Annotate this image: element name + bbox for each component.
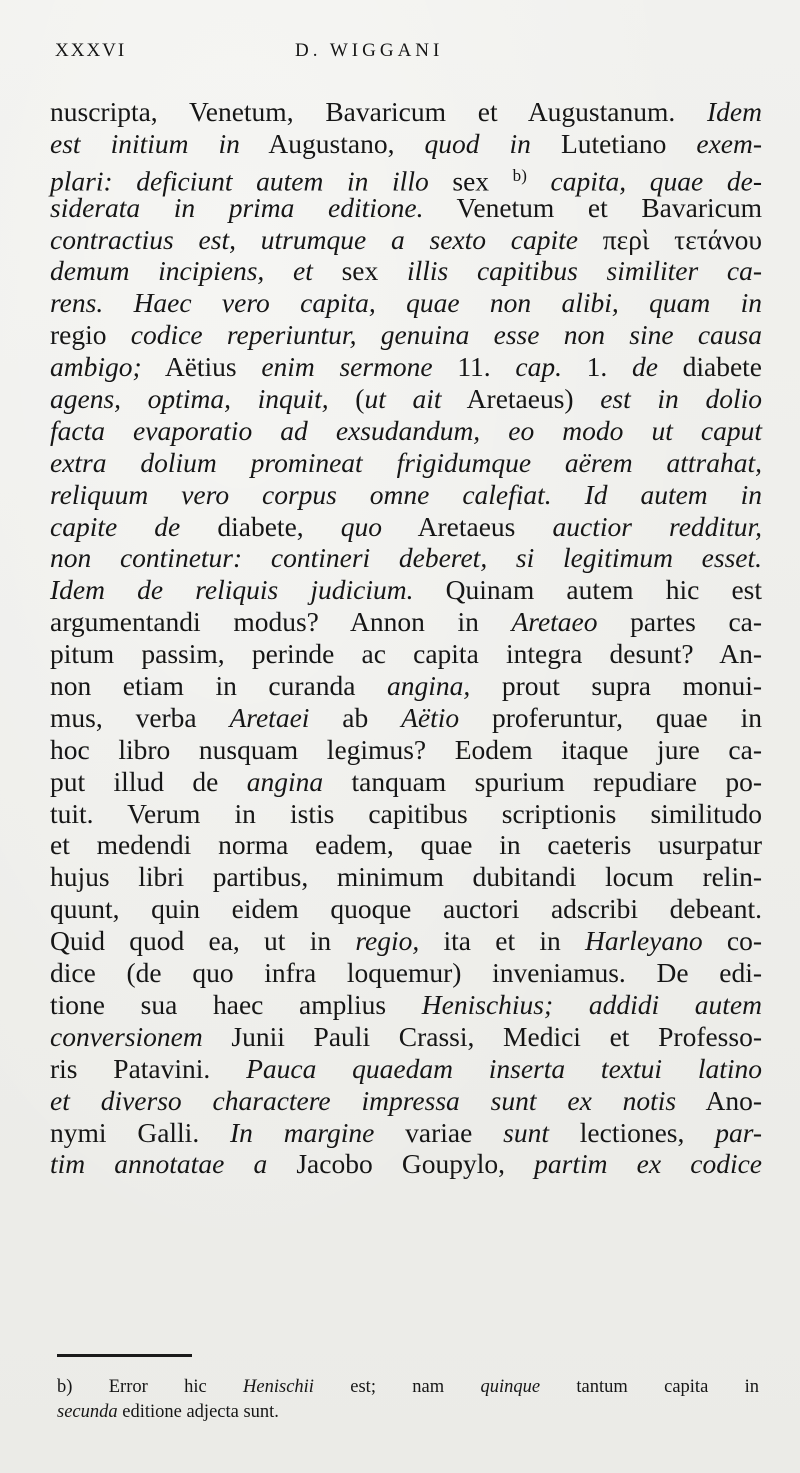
text-line <box>50 319 762 351</box>
roman-text: b) Error hic <box>57 1377 244 1397</box>
roman-text: hoc libro nusquam legimus? Eodem itaque jure ca- <box>50 733 762 765</box>
italic-text: ut ait <box>364 383 442 415</box>
roman-text: editione adjecta sunt. <box>117 1402 279 1422</box>
text-line <box>50 415 762 447</box>
italic-text: Aretaei <box>229 701 310 733</box>
italic-text: codice reperiuntur, genuina esse non sine causa <box>130 319 762 351</box>
text-line <box>50 128 762 160</box>
text-line <box>50 766 762 798</box>
roman-text: ris Patavini. <box>50 1052 247 1084</box>
roman-text: variae <box>374 1116 504 1148</box>
roman-text: est; nam <box>313 1377 481 1397</box>
running-head <box>55 40 755 70</box>
roman-text: Aëtius <box>141 351 262 383</box>
roman-text: put illud de <box>50 765 247 797</box>
italic-text: angina, <box>387 670 471 702</box>
roman-text: dice (de quo infra loquemur) inveniamus. De edi- <box>50 957 762 989</box>
footnote-rule <box>57 1354 192 1357</box>
italic-text: est initium in <box>50 127 240 159</box>
italic-text: tim annotatae a <box>50 1148 268 1180</box>
roman-text: non etiam in curanda <box>50 670 387 702</box>
roman-text: 11. <box>432 351 516 383</box>
text-line <box>50 287 762 319</box>
roman-text: hujus libri partibus, minimum dubitandi locum relin- <box>50 861 762 893</box>
italic-text: Henischius; addidi autem <box>421 988 762 1020</box>
text-line <box>50 798 762 830</box>
italic-text: de <box>631 351 658 383</box>
roman-text: mus, verba <box>50 701 230 733</box>
italic-text: angina <box>246 765 324 797</box>
italic-text: quod in <box>424 127 531 159</box>
roman-text: Venetum et Bavaricum <box>423 191 762 223</box>
text-line <box>50 224 762 256</box>
text-line <box>50 861 762 893</box>
text-line <box>50 893 762 925</box>
running-title: D. WIGGANI <box>295 40 444 61</box>
footnote-line <box>57 1375 759 1400</box>
italic-text: Idem <box>707 96 762 127</box>
roman-text: tuit. Verum in istis capitibus scriptionis similitudo <box>50 797 762 829</box>
italic-text: reliquum vero corpus omne calefiat. Id autem in <box>50 478 762 510</box>
roman-text: Aretaeus) <box>441 383 601 415</box>
italic-text: partim ex codice <box>534 1148 762 1180</box>
italic-text: facta evaporatio ad exsudandum, eo modo ut caput <box>50 414 762 446</box>
text-line <box>50 1021 762 1053</box>
italic-text: siderata in prima editione. <box>50 191 424 223</box>
roman-text: quunt, quin eidem quoque auctori adscribi debeant. <box>50 893 762 925</box>
italic-text: agens, optima, inquit, <box>50 383 329 415</box>
page-number: XXXVI <box>55 40 127 61</box>
italic-text: secunda <box>57 1402 118 1422</box>
italic-text: capita, quae de- <box>550 165 762 197</box>
italic-text: enim sermone <box>261 351 433 383</box>
text-line <box>50 1085 762 1117</box>
roman-text: regio <box>50 319 131 351</box>
roman-text: lectiones, <box>548 1116 716 1148</box>
italic-text: est in dolio <box>600 383 762 415</box>
roman-text: diabete, <box>180 510 341 542</box>
italic-text: contractius est, utrumque a sexto capite <box>50 223 578 255</box>
roman-text: Quid quod ea, ut in <box>50 925 356 957</box>
text-line <box>50 255 762 287</box>
italic-text: plari: deficiunt autem in illo <box>50 165 429 197</box>
roman-text: 1. <box>561 351 632 383</box>
italic-text: regio, <box>355 925 420 957</box>
italic-text: exem- <box>696 127 762 159</box>
text-line <box>50 989 762 1021</box>
roman-text: περὶ τετάνου <box>578 223 763 255</box>
text-line <box>50 734 762 766</box>
roman-text: Ano- <box>676 1084 762 1116</box>
text-line <box>50 638 762 670</box>
text-line <box>50 957 762 989</box>
roman-text: nymi Galli. <box>50 1116 230 1148</box>
italic-text: Henischii <box>243 1377 314 1397</box>
roman-text: ita et in <box>419 925 585 957</box>
text-line <box>50 511 762 543</box>
italic-text: sunt <box>503 1116 549 1148</box>
italic-text: illis capitibus similiter ca- <box>406 255 762 287</box>
text-line <box>50 1117 762 1149</box>
roman-text: ab <box>309 701 402 733</box>
italic-text: demum incipiens, et <box>50 255 313 287</box>
italic-text: non continetur: contineri deberet, si legitimum esset. <box>50 542 762 574</box>
text-line <box>50 192 762 224</box>
text-line <box>50 542 762 574</box>
roman-text: Jacobo Goupylo, <box>267 1148 535 1180</box>
roman-text: pitum passim, perinde ac capita integra desunt? An- <box>50 638 762 670</box>
roman-text: et medendi norma eadem, quae in caeteris usurpatur <box>50 829 762 861</box>
roman-text: tanquam spurium repudiare po- <box>323 765 762 797</box>
roman-text: Augustano, <box>239 127 425 159</box>
italic-text: In margine <box>230 1116 375 1148</box>
italic-text: Pauca quaedam inserta textui latino <box>246 1052 762 1084</box>
roman-text: diabete <box>657 351 763 383</box>
italic-text: Aëtio <box>401 701 460 733</box>
text-line <box>50 1053 762 1085</box>
italic-text: par- <box>715 1116 762 1148</box>
text-line <box>50 829 762 861</box>
text-line <box>50 606 762 638</box>
roman-text: prout supra monui- <box>470 670 762 702</box>
roman-text: sex <box>428 165 513 197</box>
roman-text: ( <box>328 383 365 415</box>
italic-text: cap. <box>515 351 562 383</box>
italic-text: auctior redditur, <box>552 510 762 542</box>
footnote-marker: b) <box>512 165 527 185</box>
roman-text: tantum capita in <box>540 1377 759 1397</box>
italic-text: Aretaeo <box>511 606 598 638</box>
text-line <box>50 670 762 702</box>
roman-text: tione sua haec amplius <box>50 988 422 1020</box>
italic-text: extra dolium promineat frigidumque aërem attrahat, <box>50 446 762 478</box>
roman-text: Aretaeus <box>382 510 553 542</box>
text-line <box>50 574 762 606</box>
roman-text: sex <box>312 255 407 287</box>
text-line <box>50 160 762 197</box>
text-line <box>50 479 762 511</box>
italic-text: rens. Haec vero capita, quae non alibi, quam in <box>50 287 762 319</box>
text-line <box>50 351 762 383</box>
italic-text: et diverso charactere impressa sunt ex notis <box>50 1084 677 1116</box>
italic-text: Idem de reliquis judicium. <box>50 574 414 606</box>
footnote-line <box>57 1400 759 1425</box>
italic-text: quinque <box>480 1377 541 1397</box>
roman-text: proferuntur, quae in <box>459 701 762 733</box>
italic-text: conversionem <box>50 1020 203 1052</box>
text-line <box>50 702 762 734</box>
italic-text: Harleyano <box>585 925 703 957</box>
roman-text: partes ca- <box>597 606 763 638</box>
text-line <box>50 1148 762 1180</box>
text-line <box>50 383 762 415</box>
text-line <box>50 925 762 957</box>
roman-text: argumentandi modus? Annon in <box>50 606 512 638</box>
text-line <box>50 96 762 128</box>
italic-text: ambigo; <box>50 351 142 383</box>
roman-text: nuscripta, Venetum, Bavaricum et Augustanum. <box>50 96 708 127</box>
roman-text: Junii Pauli Crassi, Medici et Professo- <box>202 1020 762 1052</box>
footnote <box>57 1375 759 1425</box>
roman-text: Quinam autem hic est <box>413 574 762 606</box>
roman-text: co- <box>702 925 762 957</box>
italic-text: quo <box>340 510 383 542</box>
roman-text: Lutetiano <box>530 127 697 159</box>
text-line <box>50 447 762 479</box>
italic-text: capite de <box>50 510 181 542</box>
body-text <box>50 96 762 1180</box>
